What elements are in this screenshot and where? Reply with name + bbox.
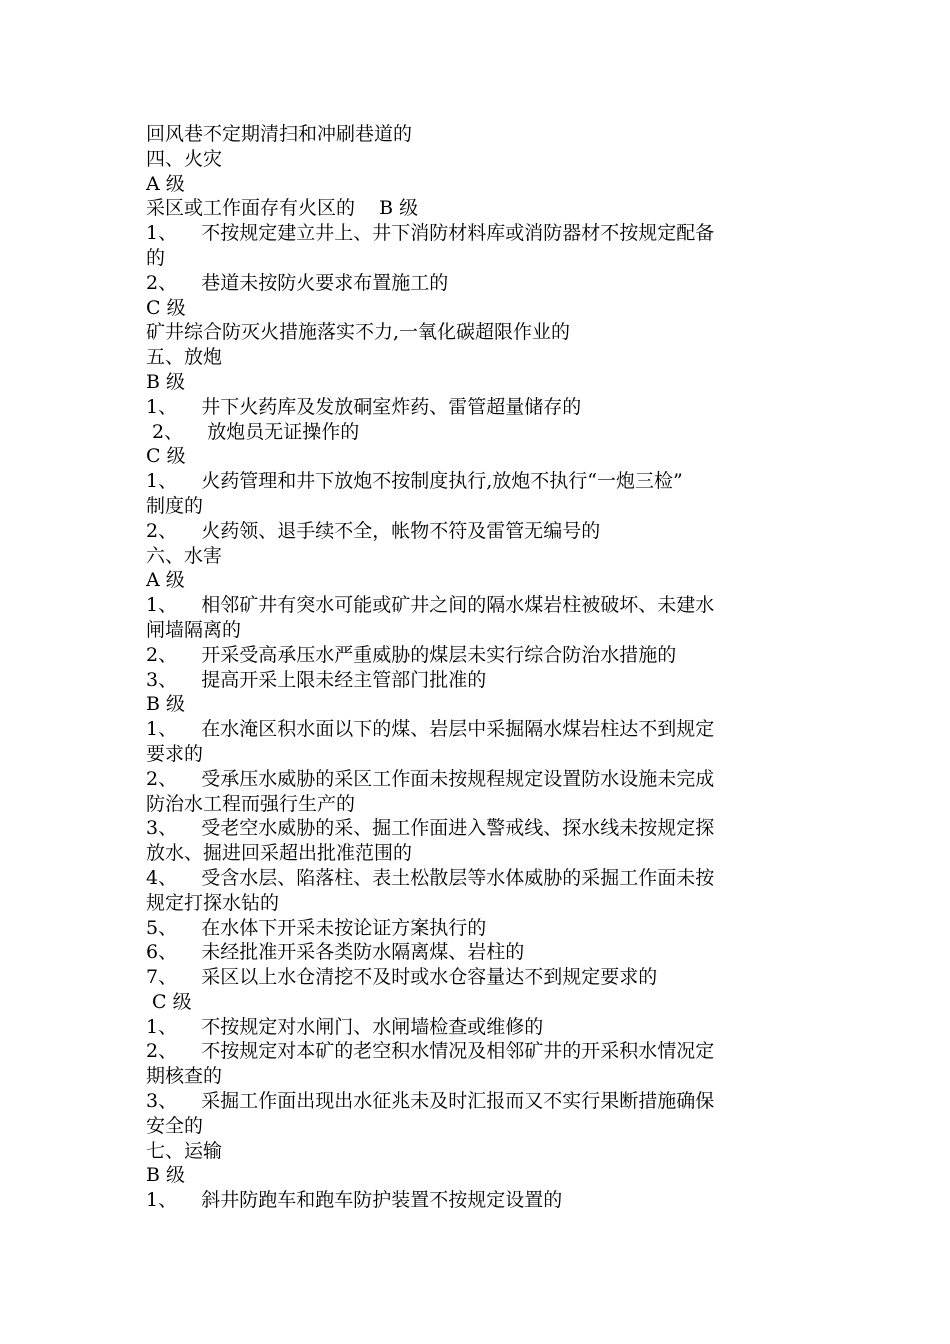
list-item: 1、 火药管理和井下放炮不按制度执行,放炮不执行“一炮三检” (146, 470, 683, 493)
level-heading: B 级 (146, 693, 186, 716)
text-line: 采区或工作面存有火区的 B 级 (146, 197, 419, 220)
level-heading: B 级 (146, 370, 186, 393)
list-item: 1、 井下火药库及发放硐室炸药、雷管超量储存的 (146, 395, 582, 418)
level-heading: C 级 (146, 990, 192, 1013)
section-heading: 七、运输 (146, 1139, 223, 1162)
list-item: 6、 未经批准开采各类防水隔离煤、岩柱的 (146, 941, 525, 964)
list-item: 3、 提高开采上限未经主管部门批准的 (146, 668, 487, 691)
list-item: 1、 斜井防跑车和跑车防护装置不按规定设置的 (146, 1189, 563, 1212)
list-item: 5、 在水体下开采未按论证方案执行的 (146, 916, 487, 939)
list-item-continuation: 防治水工程而强行生产的 (146, 792, 356, 815)
list-item: 2、 巷道未按防火要求布置施工的 (146, 271, 449, 294)
list-item: 3、 采掘工作面出现出水征兆未及时汇报而又不实行果断措施确保 (146, 1090, 715, 1113)
section-heading: 六、水害 (146, 544, 223, 567)
list-item: 1、 不按规定对水闸门、水闸墙检查或维修的 (146, 1015, 544, 1038)
list-item: 7、 采区以上水仓清挖不及时或水仓容量达不到规定要求的 (146, 966, 658, 989)
section-heading: 四、火灾 (146, 147, 223, 170)
list-item: 4、 受含水层、陷落柱、表土松散层等水体威胁的采掘工作面未按 (146, 866, 715, 889)
level-heading: C 级 (146, 445, 186, 468)
list-item: 2、 开采受高承压水严重威胁的煤层未实行综合防治水措施的 (146, 643, 677, 666)
section-heading: 五、放炮 (146, 346, 223, 369)
document-body (146, 122, 811, 1213)
list-item-continuation: 放水、掘进回采超出批准范围的 (146, 842, 413, 865)
level-heading: B 级 (146, 1164, 186, 1187)
level-heading: A 级 (146, 172, 185, 195)
list-item-continuation: 的 (146, 246, 166, 269)
list-item: 2、 受承压水威胁的采区工作面未按规程规定设置防水设施未完成 (146, 767, 715, 790)
list-item-continuation: 闸墙隔离的 (146, 618, 242, 641)
list-item-continuation: 安全的 (146, 1114, 204, 1137)
list-item-continuation: 期核查的 (146, 1065, 223, 1088)
list-item: 2、 不按规定对本矿的老空积水情况及相邻矿井的开采积水情况定 (146, 1040, 715, 1063)
list-item-continuation: 规定打探水钻的 (146, 891, 280, 914)
list-item: 2、 放炮员无证操作的 (146, 420, 360, 443)
list-item-continuation: 制度的 (146, 494, 204, 517)
list-item: 3、 受老空水威胁的采、掘工作面进入警戒线、探水线未按规定探 (146, 817, 715, 840)
list-item: 1、 在水淹区积水面以下的煤、岩层中采掘隔水煤岩柱达不到规定 (146, 718, 715, 741)
list-item: 1、 不按规定建立井上、井下消防材料库或消防器材不按规定配备 (146, 222, 715, 245)
level-heading: A 级 (146, 569, 185, 592)
text-line: 矿井综合防灭火措施落实不力,一氧化碳超限作业的 (146, 321, 571, 344)
text-line: 回风巷不定期清扫和冲刷巷道的 (146, 123, 413, 145)
list-item: 2、 火药领、退手续不全，帐物不符及雷管无编号的 (146, 519, 601, 542)
list-item: 1、 相邻矿井有突水可能或矿井之间的隔水煤岩柱被破坏、未建水 (146, 594, 715, 617)
level-heading: C 级 (146, 296, 186, 319)
list-item-continuation: 要求的 (146, 742, 204, 765)
